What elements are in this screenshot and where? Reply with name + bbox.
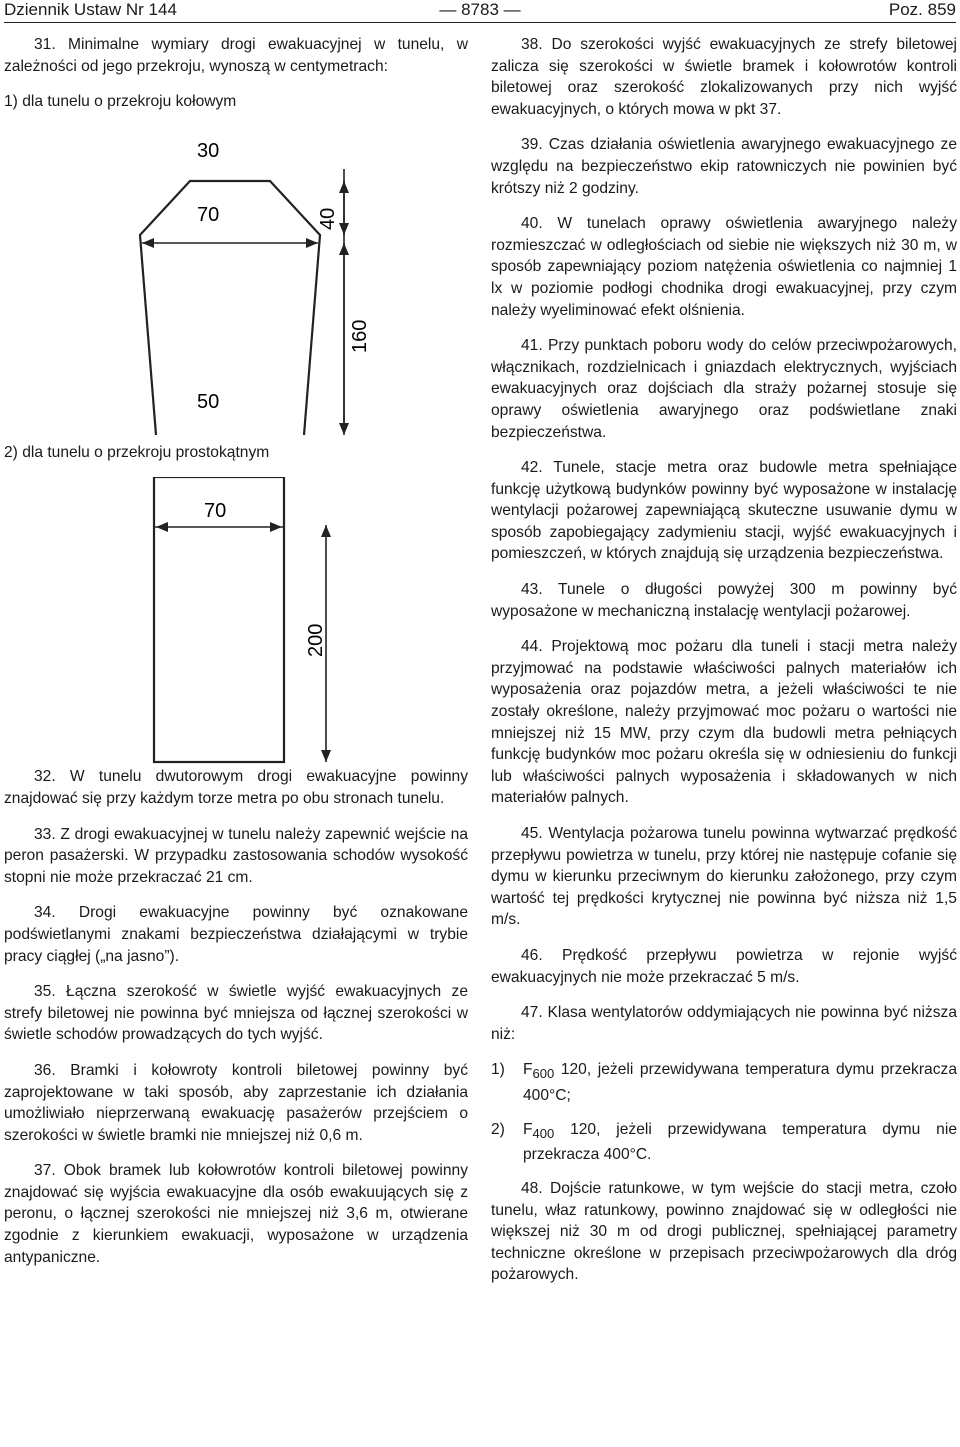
item-number: 2) <box>491 1120 505 1138</box>
dim-width-label: 70 <box>204 500 227 523</box>
dim-bottom-label: 50 <box>197 390 220 413</box>
paragraph-31: 31. Minimalne wymiary drogi ewakuacyjnej w tunelu, w zależności od jego przekroju, wynoszą w centymetrach: <box>4 36 468 75</box>
paragraph-48: 48. Dojście ratunkowe, w tym wejście do stacji metra, czoło tunelu, właz ratunkowy, powinno znajdować się w odległości nie większej niż 30 m od drogi publicznej, spełniającej parametry techniczne określone w przepisach przeciwpożarowych dla dróg pożarowych. <box>491 1179 957 1284</box>
paragraph-45: 45. Wentylacja pożarowa tunelu powinna wytwarzać prędkość przepływu powietrza w tunelu, przy której nie następuje cofanie się dymu w kierunku przeciwnym do kierunku założonego, przy czym wartość tej prędkości krytycznej nie powinna być niższa niż 1,5 m/s. <box>491 825 957 929</box>
paragraph-32: 32. W tunelu dwutorowym drogi ewakuacyjne powinny znajdować się przy każdym torze metra po obu stronach tunelu. <box>4 768 468 807</box>
dim-top-label: 30 <box>197 139 220 162</box>
journal-title: Dziennik Ustaw Nr 144 <box>4 0 177 19</box>
paragraph-44: 44. Projektową moc pożaru dla tuneli i stacji metra należy przyjmować na podstawie właściwości palnych materiałów ich wyposażenia oraz pojazdów metra, a jeżeli właściwości te nie zostały określone, należy przyjmować moc pożaru o wartości nie mniejszej niż 15 MW, przy czym dla budowli metra pełniących funkcję budynków moc pożaru określa się w odniesieniu do funkcji lub właściwości palnych wyposażenia i składowanych w nich materiałów palnych. <box>491 638 957 807</box>
dim-right-main-label: 160 <box>349 319 371 353</box>
figure-circular-tunnel <box>4 125 468 450</box>
paragraph-38: 38. Do szerokości wyjść ewakuacyjnych ze strefy biletowej zalicza się szerokości w świetle bramek i kołowrotów kontroli biletowej oraz szerokość zlokalizowanych przy nich wyjść ewakuacyjnych, o których mowa w pkt 37. <box>491 36 957 118</box>
paragraph-40: 40. W tunelach oprawy oświetlenia awaryjnego należy rozmieszczać w odległościach od siebie nie większych niż 30 m, w sposób zapewniający poziom natężenia oświetlenia co najmniej 1 lx w poziomie podłogi chodnika drogi ewakuacyjnej, przy czym należy wyeliminować efekt olśnienia. <box>491 215 957 319</box>
paragraph-46: 46. Prędkość przepływu powietrza w rejonie wyjść ewakuacyjnych nie może przekraczać 5 m/s. <box>491 946 957 986</box>
paragraph-43: 43. Tunele o długości powyżej 300 m powinny być wyposażone w mechaniczną instalację wentylacji pożarowej. <box>491 581 957 620</box>
item-subscript: 600 <box>532 1066 555 1082</box>
left-column <box>4 34 468 1282</box>
header-rule <box>4 22 956 23</box>
dim-mid-label: 70 <box>197 203 220 226</box>
paragraph-33: 33. Z drogi ewakuacyjnej w tunelu należy zapewnić wejście na peron pasażerski. W przypadku zastosowania schodów wysokość stopni nie może przekraczać 21 cm. <box>4 825 468 886</box>
item-text: 120, jeżeli przewidywana temperatura dymu przekracza 400°C; <box>523 1061 957 1105</box>
right-column <box>491 34 957 1300</box>
paragraph-36: 36. Bramki i kołowroty kontroli biletowej powinny być zaprojektowane w taki sposób, aby zaprzestanie ich działania umożliwiało nieprzerwaną ewakuację pasażerów przejściem o szerokości w świetle bramki nie mniejszej niż 0,6 m. <box>4 1061 468 1144</box>
item-circular-tunnel: 1) dla tunelu o przekroju kołowym <box>4 93 237 111</box>
paragraph-34: 34. Drogi ewakuacyjne powinny być oznakowane podświetlanymi znakami bezpieczeństwa działającymi w trybie pracy ciągłej („na jasno”). <box>4 904 468 965</box>
dim-right-top-label: 40 <box>317 207 339 230</box>
rectangular-tunnel-diagram <box>4 477 468 772</box>
paragraph-37: 37. Obok bramek lub kołowrotów kontroli biletowej powinny znajdować się wyjścia ewakuacyjne dla osób ewakuujących się z peronu, o łącznej szerokości nie mniejszej niż 3,6 m, otwierane zgodnie z kierunkiem ewakuacji, wyposażone w urządzenia antypaniczne. <box>4 1162 468 1266</box>
page-header <box>4 0 956 22</box>
fan-class-item-2 <box>491 1119 957 1166</box>
paragraph-41: 41. Przy punktach poboru wody do celów przeciwpożarowych, włącznikach, rozdzielnicach i gniazdach elektrycznych, wyjściach ewakuacyjnych oraz dojściach dla straży pożarnej stosuje się oprawy oświetlenia awaryjnego oraz podświetlane znaki bezpieczeństwa. <box>491 337 957 441</box>
item-number: 1) <box>491 1061 505 1079</box>
paragraph-47: 47. Klasa wentylatorów oddymiających nie powinna być niższa niż: <box>491 1004 957 1043</box>
dim-height-label: 200 <box>305 624 327 658</box>
paragraph-39: 39. Czas działania oświetlenia awaryjnego ewakuacyjnego ze względu na bezpieczeństwo ekip ratowniczych nie powinien być krótszy niż 2 godziny. <box>491 136 957 197</box>
item-symbol: F <box>523 1061 533 1079</box>
page-number: — 8783 — <box>439 0 521 19</box>
circular-tunnel-diagram <box>4 125 468 450</box>
item-subscript: 400 <box>532 1125 555 1141</box>
figure-rectangular-tunnel <box>4 477 468 772</box>
item-text: 120, jeżeli przewidywana temperatura dymu nie przekracza 400°C. <box>523 1120 957 1164</box>
fan-class-item-1 <box>491 1059 957 1106</box>
position-number: Poz. 859 <box>888 0 956 19</box>
item-symbol: F <box>523 1120 533 1138</box>
paragraph-42: 42. Tunele, stacje metra oraz budowle metra spełniające funkcję użytkową budynków powinny być wyposażone w instalację wentylacji pożarowej zapewniającą skuteczne usuwanie dymu w sposób zapobiegający zadymieniu stacji, wyjść ewakuacyjnych i pomieszczeń, w których znajdują się urządzenia bezpieczeństwa. <box>491 459 957 563</box>
paragraph-35: 35. Łączna szerokość w świetle wyjść ewakuacyjnych ze strefy biletowej nie powinna być mniejsza od łącznej szerokości w świetle schodów prowadzących do tych wyjść. <box>4 983 468 1044</box>
item-rectangular-tunnel: 2) dla tunelu o przekroju prostokątnym <box>4 443 270 461</box>
